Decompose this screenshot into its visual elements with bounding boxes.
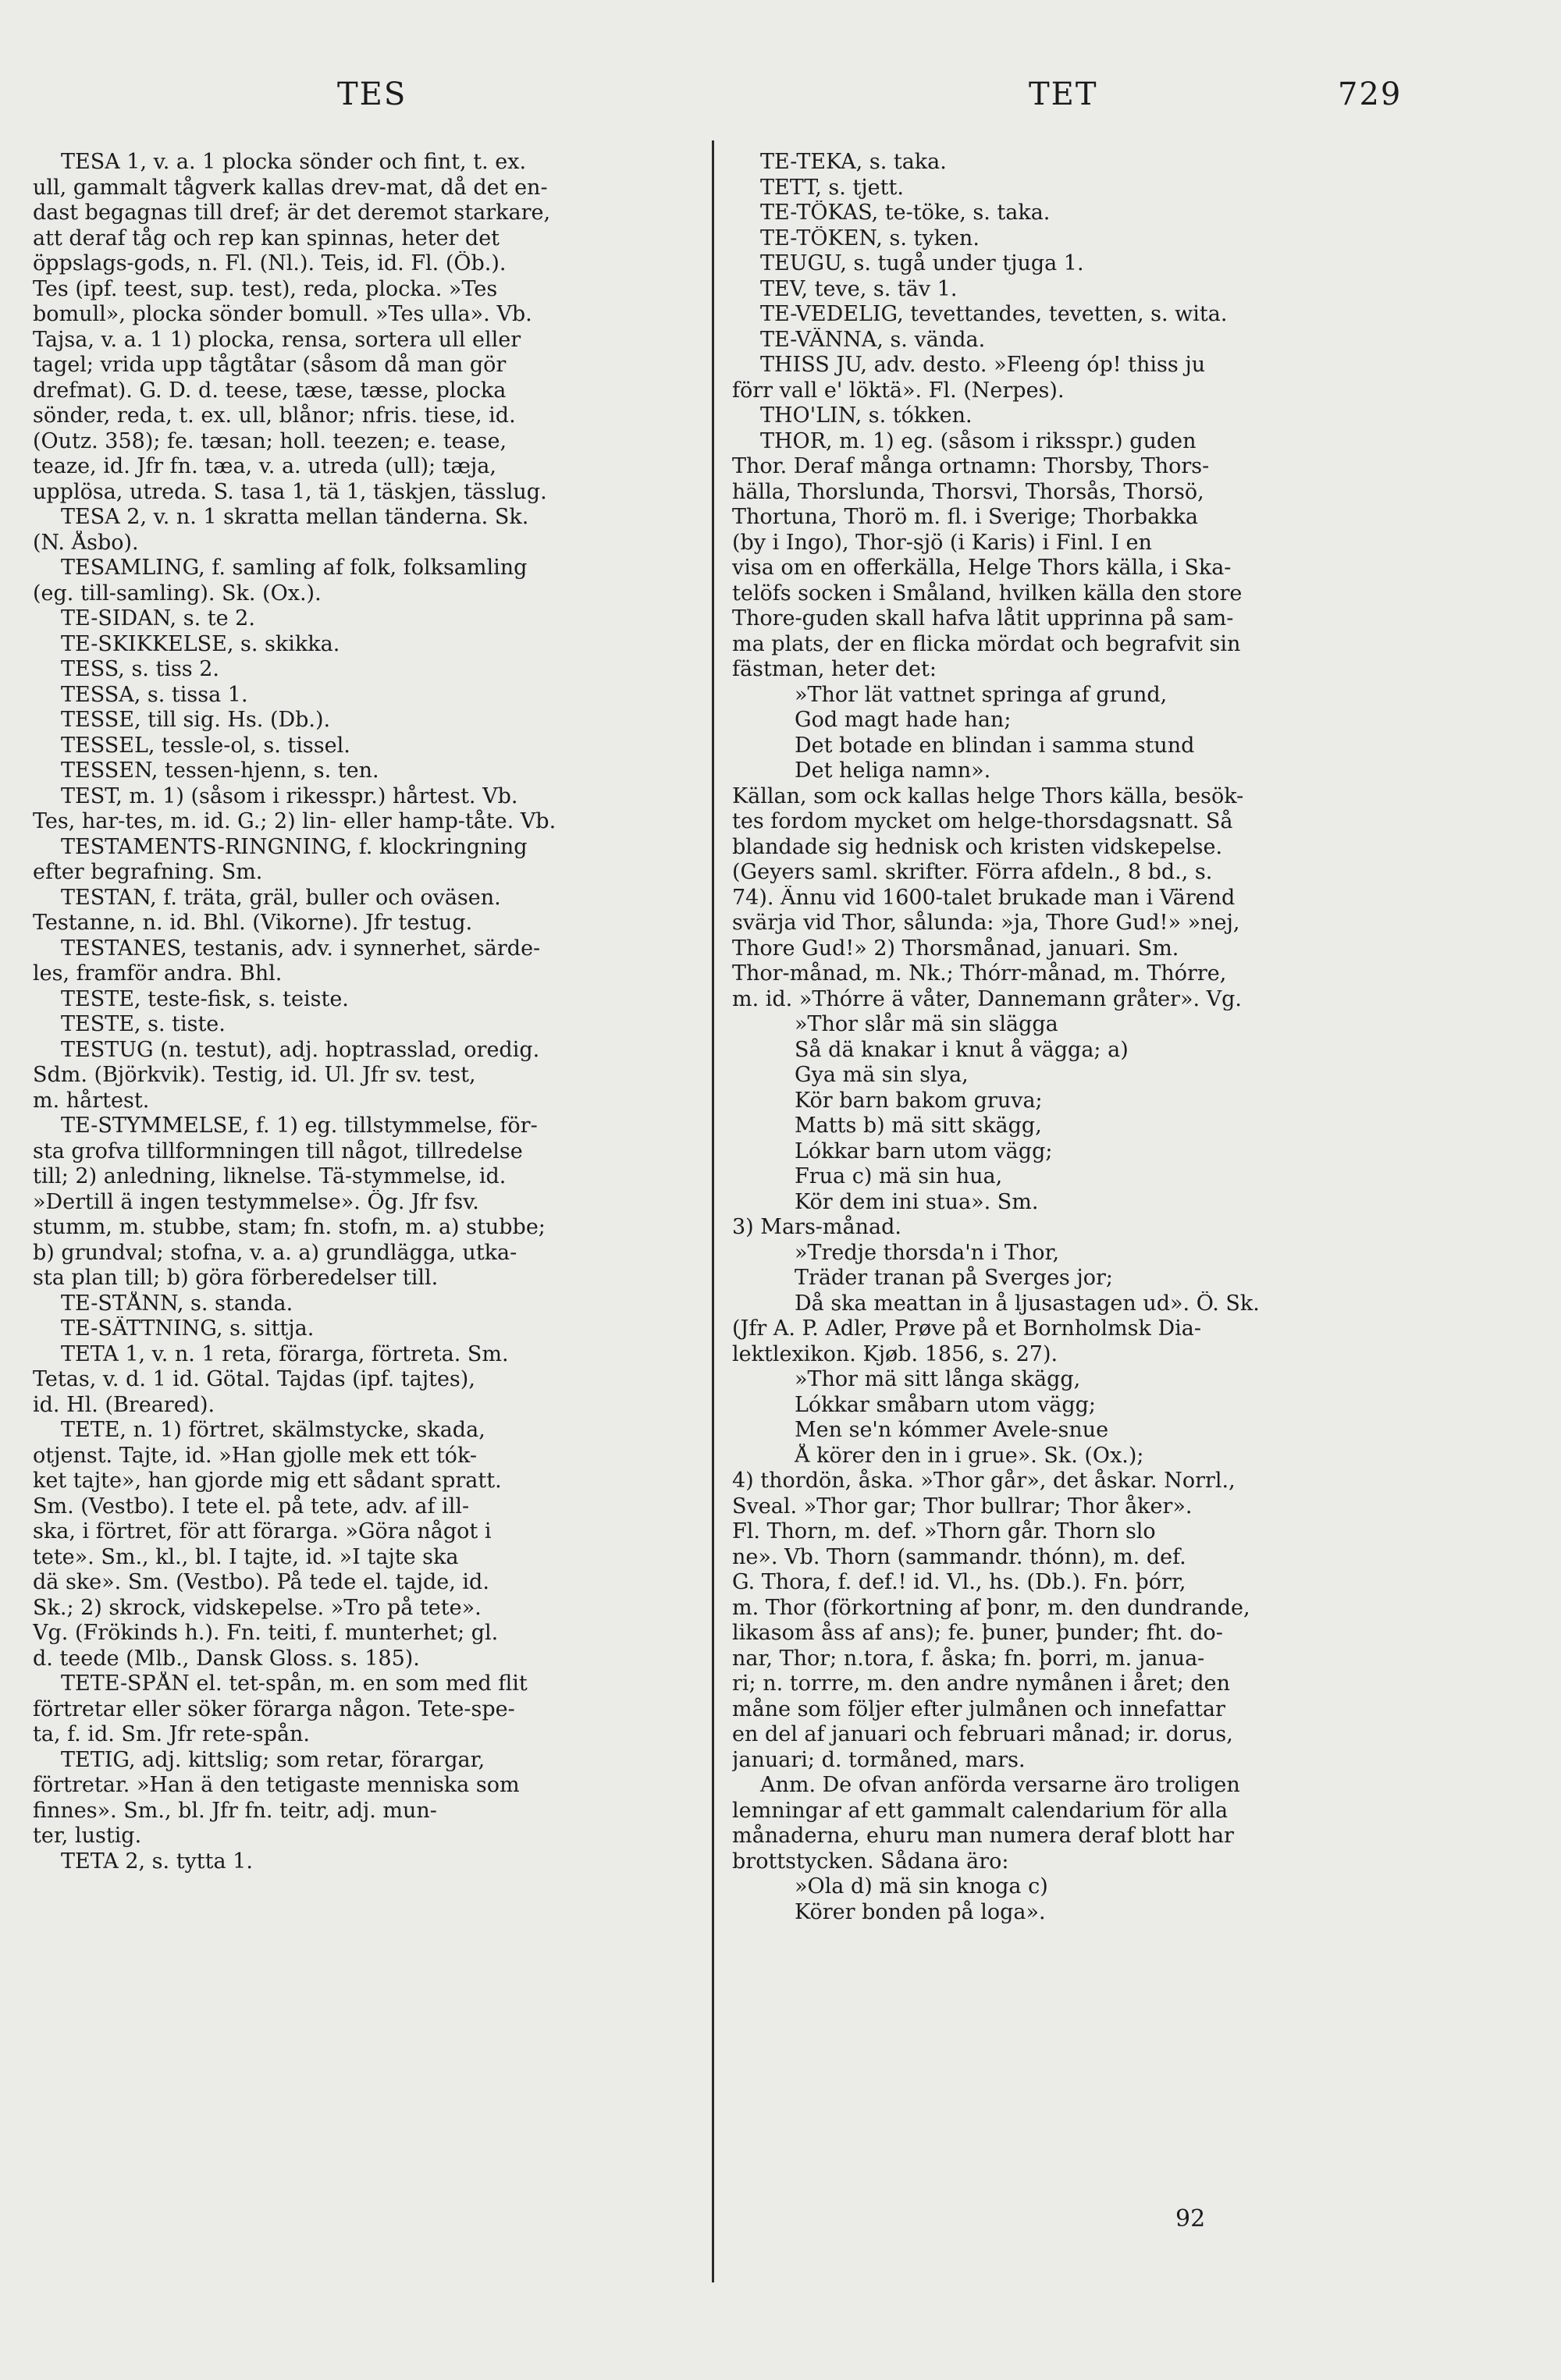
text-line: fästman, heter det: — [732, 657, 937, 681]
text-line: Lókkar barn utom vägg; — [795, 1138, 1053, 1163]
text-line: sönder, reda, t. ex. ull, blånor; nfris. tiese, id. — [33, 403, 516, 428]
text-line: hälla, Thorslunda, Thorsvi, Thorsås, Thorsö, — [732, 479, 1204, 504]
text-line: TEV, teve, s. täv 1. — [760, 276, 958, 301]
text-line: stumm, m. stubbe, stam; fn. stofn, m. a) stubbe; — [33, 1215, 546, 1239]
text-line: svärja vid Thor, sålunda: »ja, Thore Gud!» »nej, — [732, 911, 1240, 935]
text-line: Å körer den in i grue». Sk. (Ox.); — [795, 1443, 1144, 1468]
text-line: (eg. till-samling). Sk. (Ox.). — [33, 581, 322, 606]
text-line: till; 2) anledning, liknelse. Tä-stymmelse, id. — [33, 1164, 507, 1188]
text-line: »Dertill ä ingen testymmelse». Ög. Jfr fsv. — [33, 1189, 479, 1214]
text-line: Fl. Thorn, m. def. »Thorn går. Thorn slo — [732, 1519, 1156, 1543]
text-line: telöfs socken i Småland, hvilken källa den store — [732, 581, 1243, 606]
text-line: m. Thor (förkortning af þonr, m. den dundrande, — [732, 1595, 1250, 1620]
text-line: Sk.; 2) skrock, vidskepelse. »Tro på tete». — [33, 1595, 482, 1620]
text-line: januari; d. tormåned, mars. — [732, 1747, 1026, 1772]
text-line: Kör dem ini stua». Sm. — [795, 1189, 1039, 1214]
text-line: 3) Mars-månad. — [732, 1215, 901, 1239]
text-line: TE-STYMMELSE, f. 1) eg. tillstymmelse, för- — [61, 1114, 538, 1138]
text-line: ket tajte», han gjorde mig ett sådant spratt. — [33, 1469, 502, 1493]
text-line: ta, f. id. Sm. Jfr rete-spån. — [33, 1722, 311, 1746]
text-line: (Outz. 358); fe. tæsan; holl. teezen; e. tease, — [33, 428, 507, 453]
text-line: ska, i förtret, för att förarga. »Göra något i — [33, 1519, 492, 1543]
text-line: (Geyers saml. skrifter. Förra afdeln., 8 bd., s. — [732, 860, 1213, 884]
text-line: ter, lustig. — [33, 1824, 142, 1848]
text-line: TESA 2, v. n. 1 skratta mellan tänderna. Sk. — [61, 505, 529, 529]
text-line: THOR, m. 1) eg. (såsom i riksspr.) guden — [760, 428, 1197, 453]
text-line: TESS, s. tiss 2. — [61, 657, 220, 681]
column-divider — [712, 140, 714, 2282]
text-line: nar, Thor; n.tora, f. åska; fn. þorri, m. janua- — [732, 1646, 1205, 1671]
text-line: TE-VÄNNA, s. vända. — [760, 327, 986, 352]
text-line: (N. Åsbo). — [33, 530, 139, 555]
text-line: Thore-guden skall hafva låtit upprinna på sam- — [732, 606, 1234, 631]
text-line: id. Hl. (Breared). — [33, 1392, 215, 1417]
text-line: Så dä knakar i knut å vägga; a) — [795, 1037, 1129, 1062]
text-line: m. id. »Thórre ä våter, Dannemann gråter». Vg. — [732, 986, 1242, 1011]
text-line: Kör barn bakom gruva; — [795, 1088, 1043, 1113]
text-line: TE-SÄTTNING, s. sittja. — [61, 1316, 315, 1341]
text-line: TESSE, till sig. Hs. (Db.). — [61, 708, 331, 732]
text-line: Gya mä sin slya, — [795, 1063, 969, 1087]
text-line: »Ola d) mä sin knoga c) — [795, 1874, 1048, 1899]
text-line: tete». Sm., kl., bl. I tajte, id. »I tajte ska — [33, 1544, 459, 1569]
text-line: förtretar. »Han ä den tetigaste menniska som — [33, 1773, 520, 1797]
text-line: Vg. (Frökinds h.). Fn. teiti, f. munterhet; gl. — [33, 1621, 499, 1645]
text-line: TE-STÅNN, s. standa. — [61, 1291, 293, 1316]
text-line: TETIG, adj. kittslig; som retar, förargar, — [61, 1747, 485, 1772]
text-line: Sdm. (Björkvik). Testig, id. Ul. Jfr sv. test, — [33, 1063, 476, 1087]
text-line: bomull», plocka sönder bomull. »Tes ulla». Vb. — [33, 302, 532, 326]
text-line: Tes, har-tes, m. id. G.; 2) lin- eller hamp-tåte. Vb. — [33, 809, 556, 833]
text-line: Det botade en blindan i samma stund — [795, 733, 1195, 758]
text-line: TESAMLING, f. samling af folk, folksamling — [61, 556, 528, 580]
text-line: TE-SIDAN, s. te 2. — [61, 606, 255, 631]
text-line: sta grofva tillformningen till något, tillredelse — [33, 1138, 523, 1163]
text-line: blandade sig hednisk och kristen vidskepelse. — [732, 834, 1223, 859]
text-line: Träder tranan på Sverges jor; — [795, 1266, 1114, 1290]
text-line: »Thor mä sitt långa skägg, — [795, 1367, 1081, 1391]
text-line: TESTE, teste-fisk, s. teiste. — [61, 986, 349, 1011]
text-line: efter begrafning. Sm. — [33, 860, 263, 884]
left-column — [33, 150, 688, 1874]
text-line: Tajsa, v. a. 1 1) plocka, rensa, sortera ull eller — [33, 327, 521, 352]
text-line: TE-VEDELIG, tevettandes, tevetten, s. wita. — [760, 302, 1228, 326]
text-line: TESA 1, v. a. 1 plocka sönder och fint, t. ex. — [61, 150, 527, 174]
text-line: G. Thora, f. def.! id. Vl., hs. (Db.). Fn. þórr, — [732, 1570, 1186, 1594]
text-line: (by i Ingo), Thor-sjö (i Karis) i Finl. I en — [732, 530, 1152, 555]
text-line: Sveal. »Thor gar; Thor bullrar; Thor åker». — [732, 1494, 1193, 1519]
text-line: TETE-SPÅN el. tet-spån, m. en som med flit — [61, 1671, 528, 1696]
text-line: drefmat). G. D. d. teese, tæse, tæsse, plocka — [33, 378, 507, 403]
text-line: Lókkar småbarn utom vägg; — [795, 1392, 1097, 1417]
text-line: Matts b) mä sitt skägg, — [795, 1114, 1042, 1138]
text-line: b) grundval; stofna, v. a. a) grundlägga, utka- — [33, 1240, 517, 1265]
text-line: TESSEN, tessen-hjenn, s. ten. — [61, 758, 379, 783]
text-line: TESSA, s. tissa 1. — [61, 682, 248, 707]
text-line: ull, gammalt tågverk kallas drev-mat, då det en- — [33, 175, 548, 200]
text-line: visa om en offerkälla, Helge Thors källa, i Ska- — [732, 556, 1232, 580]
text-line: förtretar eller söker förarga någon. Tete-spe- — [33, 1696, 515, 1721]
text-line: les, framför andra. Bhl. — [33, 961, 283, 986]
right-column — [732, 150, 1388, 1925]
text-line: otjenst. Tajte, id. »Han gjolle mek ett tók- — [33, 1443, 477, 1468]
text-line: »Thor slår mä sin slägga — [795, 1012, 1058, 1036]
text-line: TETA 2, s. tytta 1. — [61, 1849, 253, 1874]
text-line: TESSEL, tessle-ol, s. tissel. — [61, 733, 350, 758]
text-line: Thor-månad, m. Nk.; Thórr-månad, m. Thórre, — [732, 961, 1227, 986]
text-line: TE-TÖKAS, te-töke, s. taka. — [760, 201, 1051, 225]
text-line: en del af januari och februari månad; ir. dorus, — [732, 1722, 1233, 1746]
running-head-left: TES — [337, 76, 407, 112]
text-line: TETA 1, v. n. 1 reta, förarga, förtreta. Sm. — [61, 1341, 509, 1366]
page-number: 729 — [1338, 76, 1403, 112]
text-line: brottstycken. Sådana äro: — [732, 1849, 1009, 1874]
text-line: TESTUG (n. testut), adj. hoptrasslad, oredig. — [61, 1037, 540, 1062]
text-line: Tes (ipf. teest, sup. test), reda, plocka. »Tes — [33, 276, 498, 301]
text-line: dast begagnas till dref; är det deremot starkare, — [33, 201, 551, 225]
text-line: TESTANES, testanis, adv. i synnerhet, särde- — [61, 936, 541, 961]
text-line: TE-SKIKKELSE, s. skikka. — [61, 631, 340, 656]
text-line: (Jfr A. P. Adler, Prøve på et Bornholmsk Dia- — [732, 1316, 1201, 1341]
text-line: upplösa, utreda. S. tasa 1, tä 1, täskjen, tässlug. — [33, 479, 547, 504]
text-line: finnes». Sm., bl. Jfr fn. teitr, adj. mun- — [33, 1798, 437, 1823]
text-line: ri; n. torrre, m. den andre nymånen i året; den — [732, 1671, 1231, 1696]
text-line: God magt hade han; — [795, 708, 1012, 732]
text-line: TE-TÖKEN, s. tyken. — [760, 226, 980, 250]
text-line: TETT, s. tjett. — [760, 175, 904, 200]
text-line: m. hårtest. — [33, 1088, 150, 1113]
text-line: Thore Gud!» 2) Thorsmånad, januari. Sm. — [732, 936, 1179, 961]
text-line: Men se'n kómmer Avele-snue — [795, 1418, 1109, 1442]
text-line: Då ska meattan in å ljusastagen ud». Ö. Sk. — [795, 1291, 1260, 1316]
text-line: förr vall e' löktä». Fl. (Nerpes). — [732, 378, 1065, 403]
text-line: TETE, n. 1) förtret, skälmstycke, skada, — [61, 1418, 485, 1442]
text-line: TE-TEKA, s. taka. — [760, 150, 947, 174]
text-line: ma plats, der en flicka mördat och begrafvit sin — [732, 631, 1241, 656]
text-line: tes fordom mycket om helge-thorsdagsnatt. Så — [732, 809, 1233, 833]
text-line: månaderna, ehuru man numera deraf blott har — [732, 1824, 1234, 1848]
text-line: »Thor lät vattnet springa af grund, — [795, 682, 1168, 707]
text-line: 4) thordön, åska. »Thor går», det åskar. Norrl., — [732, 1469, 1236, 1493]
text-line: Thortuna, Thorö m. fl. i Sverige; Thorbakka — [732, 505, 1198, 529]
text-line: »Tredje thorsda'n i Thor, — [795, 1240, 1060, 1265]
running-head-right: TET — [1029, 76, 1098, 112]
text-line: sta plan till; b) göra förberedelser till. — [33, 1266, 439, 1290]
text-line: TESTAMENTS-RINGNING, f. klockringning — [61, 834, 528, 859]
text-line: TEST, m. 1) (såsom i rikesspr.) hårtest. Vb. — [61, 783, 518, 808]
signature-mark: 92 — [1175, 2205, 1206, 2233]
text-line: teaze, id. Jfr fn. tæa, v. a. utreda (ull); tæja, — [33, 454, 496, 478]
text-line: Testanne, n. id. Bhl. (Vikorne). Jfr testug. — [33, 911, 473, 935]
text-line: måne som följer efter julmånen och innefattar — [732, 1696, 1225, 1721]
text-line: THISS JU, adv. desto. »Fleeng óp! thiss ju — [760, 353, 1206, 377]
text-line: THO'LIN, s. tókken. — [760, 403, 973, 428]
text-line: TEUGU, s. tugå under tjuga 1. — [760, 251, 1084, 275]
text-line: TESTAN, f. träta, gräl, buller och oväsen. — [61, 885, 501, 910]
text-line: ne». Vb. Thorn (sammandr. thónn), m. def. — [732, 1544, 1186, 1569]
text-line: Källan, som ock kallas helge Thors källa, besök- — [732, 783, 1244, 808]
text-line: tagel; vrida upp tågtåtar (såsom då man gör — [33, 353, 507, 377]
text-line: Thor. Deraf många ortnamn: Thorsby, Thors- — [732, 454, 1210, 478]
text-line: lemningar af ett gammalt calendarium för alla — [732, 1798, 1229, 1823]
text-line: Anm. De ofvan anförda versarne äro troligen — [760, 1773, 1240, 1797]
text-line: 74). Ännu vid 1600-talet brukade man i Värend — [732, 885, 1236, 910]
text-line: Sm. (Vestbo). I tete el. på tete, adv. af ill- — [33, 1494, 470, 1519]
text-line: Det heliga namn». — [795, 758, 991, 783]
text-line: d. teede (Mlb., Dansk Gloss. s. 185). — [33, 1646, 420, 1671]
text-line: Frua c) mä sin hua, — [795, 1164, 1003, 1188]
text-line: lektlexikon. Kjøb. 1856, s. 27). — [732, 1341, 1058, 1366]
text-line: TESTE, s. tiste. — [61, 1012, 226, 1036]
text-line: Körer bonden på loga». — [795, 1899, 1046, 1924]
text-line: öppslags-gods, n. Fl. (Nl.). Teis, id. Fl. (Öb.). — [33, 251, 507, 275]
text-line: likasom åss af ans); fe. þuner, þunder; fht. do- — [732, 1621, 1223, 1645]
text-line: att deraf tåg och rep kan spinnas, heter det — [33, 226, 500, 250]
text-line: dä ske». Sm. (Vestbo). På tede el. tajde, id. — [33, 1570, 489, 1594]
text-line: Tetas, v. d. 1 id. Götal. Tajdas (ipf. tajtes), — [33, 1367, 475, 1391]
